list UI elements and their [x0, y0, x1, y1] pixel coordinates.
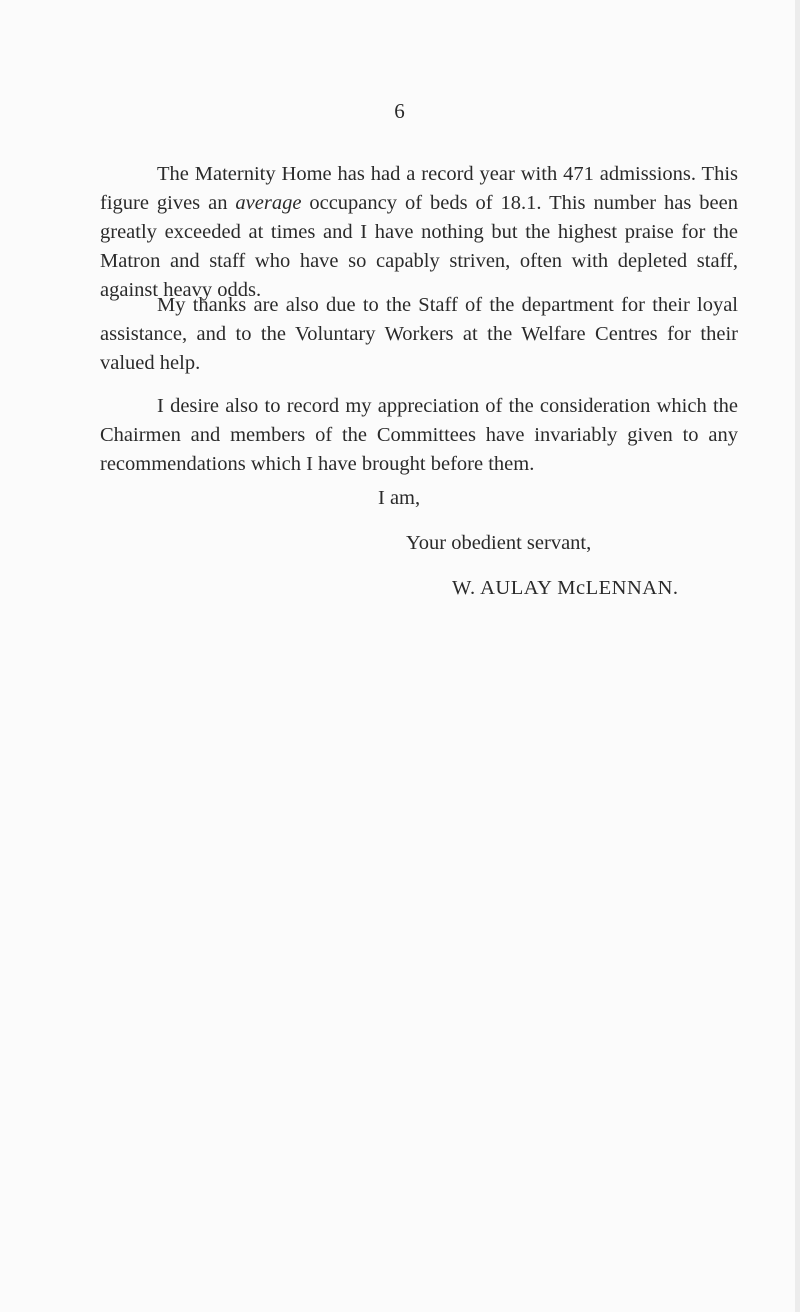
- paragraph-text: [100, 160, 738, 305]
- paragraph-appreciation: [100, 392, 738, 479]
- page-number: 6: [394, 99, 406, 123]
- scan-edge-divider: [795, 0, 800, 1312]
- paragraph-text: My thanks are also due to the Staff of the department for their loyal assistance, and to the Voluntary Workers at the Welfare Centres for their valued help.: [100, 294, 738, 374]
- closing-i-am: I am,: [378, 487, 421, 509]
- paragraph-thanks: [100, 291, 738, 378]
- paragraph-text: I desire also to record my appreciation of the consideration which the Chairmen and members of the Committees have invariably given to any recommendations which I have brought before them.: [100, 395, 738, 475]
- paragraph-maternity-home: [100, 160, 738, 305]
- paragraph-text-start: The Maternity Home has had a record year with 471 admissions. This figure gives an: [100, 163, 738, 214]
- signature-name: W. AULAY McLENNAN.: [452, 577, 679, 599]
- paragraph-text-end: occupancy of beds of 18.1. This number has been greatly exceeded at times and I have nothing but the highest praise for the Matron and staff who have so capably striven, often with depleted staff, against heavy odds.: [100, 192, 738, 301]
- closing-obedient-servant: Your obedient servant,: [406, 532, 592, 554]
- emphasis-average: average: [235, 192, 302, 214]
